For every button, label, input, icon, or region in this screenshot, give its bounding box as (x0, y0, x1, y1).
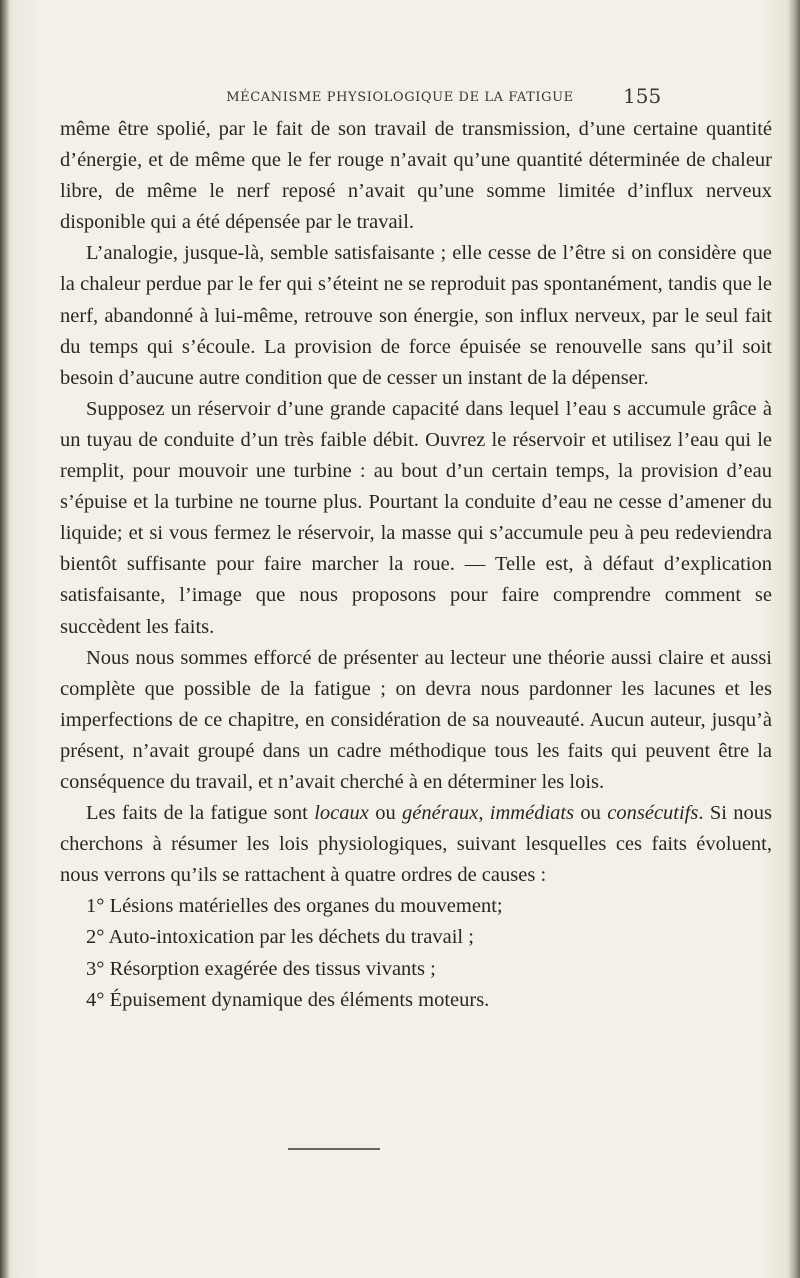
list-item: 4° Épuisement dynamique des éléments moteurs. (86, 988, 490, 1011)
p5-text-b: ou (368, 802, 403, 825)
page-left-edge-shadow (0, 0, 10, 1278)
page-right-edge-shadow (788, 0, 800, 1278)
causes-list (60, 891, 772, 1015)
paragraph-4: Nous nous sommes efforcé de présenter au lecteur une théorie aussi claire et aussi complète que possible de la fatigue ; on devra nous pardonner les lacunes et les imperfections de ce chapitre, en considération de sa nouveauté. Aucun auteur, jusqu’à présent, n’avait groupé dans un cadre méthodique tous les faits qui peuvent être la conséquence du travail, et n’avait cherché à en déterminer les lois. (60, 646, 772, 793)
paragraph-3: Supposez un réservoir d’une grande capacité dans lequel l’eau s accumule grâce à un tuyau de conduite d’un très faible débit. Ouvrez le réservoir et utilisez l’eau qui le remplit, pour mouvoir une turbine : au bout d’un certain temps, la provision d’eau s’épuise et la turbine ne tourne plus. Pourtant la conduite d’eau ne cesse d’amener du liquide; et si vous fermez le réservoir, la masse qui s’accumule peu à peu redeviendra bientôt suffisante pour faire marcher la roue. — Telle est, à défaut d’explication satisfaisante, l’image que nous proposons pour faire comprendre comment se succèdent les faits. (60, 397, 772, 638)
p5-text-d: ou (574, 802, 608, 825)
paragraph-5 (60, 798, 772, 891)
section-end-rule (288, 1148, 380, 1150)
list-item: 2° Auto-intoxication par les déchets du travail ; (86, 926, 474, 949)
term-locaux: locaux (314, 802, 369, 825)
list-item: 1° Lésions matérielles des organes du mouvement; (86, 895, 503, 918)
running-title: MÉCANISME PHYSIOLOGIQUE DE LA FATIGUE (226, 90, 574, 105)
paragraph-2: L’analogie, jusque-là, semble satisfaisante ; elle cesse de l’être si on considère que la chaleur perdue par le fer qui s’éteint ne se reproduit pas spontanément, tandis que le nerf, abandonné à lui-même, retrouve son énergie, son influx nerveux, par le seul fait du temps qui s’écoule. La provision de force épuisée se renouvelle sans qu’il soit besoin d’aucune autre condition que de cesser un instant de la dépenser. (60, 242, 772, 389)
p5-text-e: . Si nous cherchons à résumer les lois physiologiques, suivant lesquelles ces faits évoluent, nous verrons qu’ils se rattachent à quatre ordres de causes : (60, 802, 772, 887)
paragraph-1: même être spolié, par le fait de son travail de transmission, d’une certaine quantité d’énergie, et de même que le fer rouge n’avait qu’une quantité déterminée de chaleur libre, de même le nerf reposé n’avait qu’une somme limitée d’influx nerveux disponible qui a été dépensée par le travail. (60, 118, 772, 234)
term-generaux: généraux (402, 802, 479, 825)
p5-text-c: , (478, 802, 490, 825)
term-immediats: immédiats (489, 802, 575, 825)
term-consecutifs: consécutifs (607, 802, 699, 825)
page-number: 155 (623, 84, 662, 108)
body-text (60, 114, 772, 1016)
list-item: 3° Résorption exagérée des tissus vivants ; (86, 957, 436, 980)
p5-text-a: Les faits de la fatigue sont (86, 802, 315, 825)
